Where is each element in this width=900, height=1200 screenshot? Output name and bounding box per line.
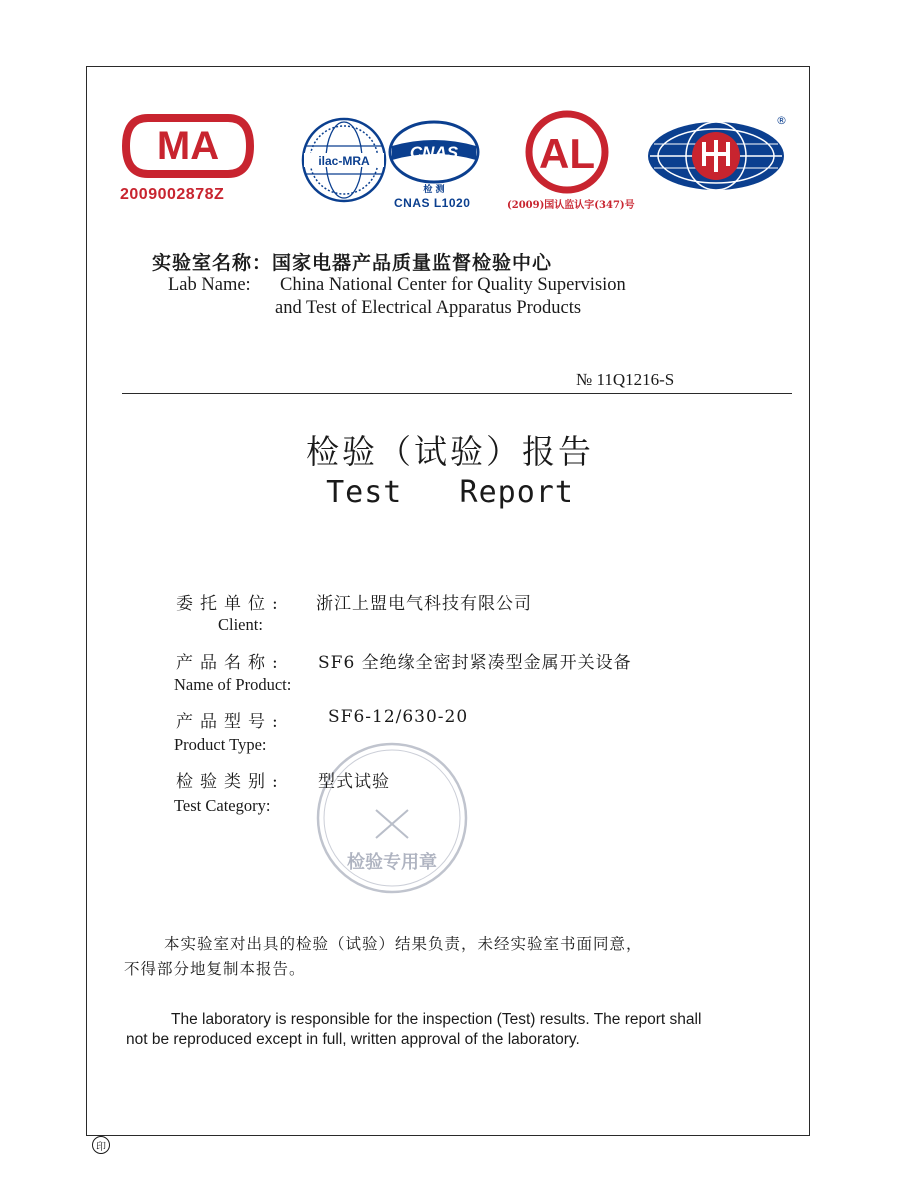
cma-logo bbox=[118, 112, 258, 212]
product-type-label-cn: 产品型号: bbox=[176, 712, 285, 732]
product-type-value: SF6-12/630-20 bbox=[328, 707, 469, 727]
notice-cn-line1: 本实验室对出具的检验（试验）结果负责，未经实验室书面同意， bbox=[164, 935, 643, 953]
print-mark-icon bbox=[92, 1136, 110, 1154]
cal-number: (2009)国认监认字(347)号 bbox=[507, 200, 635, 211]
ilac-cnas-logo bbox=[300, 116, 490, 216]
product-name-label-cn: 产品名称: bbox=[176, 653, 285, 673]
inspection-stamp bbox=[312, 738, 472, 898]
header-rule bbox=[122, 393, 792, 394]
report-number: № 11Q1216-S bbox=[576, 370, 675, 389]
notice-en-line1: The laboratory is responsible for the inspection (Test) results. The report shall bbox=[171, 1011, 702, 1028]
ilac-text: ilac-MRA bbox=[318, 154, 370, 168]
lab-name-en-1: China National Center for Quality Supervision bbox=[280, 275, 626, 295]
ilac-globe-icon bbox=[300, 116, 490, 206]
notice-en-line2: not be reproduced except in full, written approval of the laboratory. bbox=[126, 1031, 580, 1048]
lab-name-cn: 实验室名称：国家电器产品质量监督检验中心 bbox=[152, 252, 553, 274]
registered-mark: ® bbox=[776, 114, 787, 127]
print-mark-text: 印 bbox=[96, 1142, 106, 1153]
client-label-cn: 委托单位: bbox=[176, 594, 285, 614]
product-name-label-en: Name of Product: bbox=[174, 675, 292, 694]
notice-cn-line2: 不得部分地复制本报告。 bbox=[124, 960, 306, 978]
client-value: 浙江上盟电气科技有限公司 bbox=[316, 594, 532, 614]
test-category-value: 型式试验 bbox=[318, 772, 390, 792]
cma-mark-icon bbox=[118, 112, 258, 180]
cal-logo bbox=[505, 110, 635, 214]
product-type-label-en: Product Type: bbox=[174, 735, 267, 754]
lab-name-en-2: and Test of Electrical Apparatus Products bbox=[275, 298, 582, 318]
lab-label-en: Lab Name: bbox=[168, 275, 251, 295]
title-en: Test Report bbox=[326, 475, 574, 510]
title-cn: 检验（试验）报告 bbox=[306, 432, 594, 471]
cal-letters: AL bbox=[539, 130, 595, 177]
client-label-en: Client: bbox=[218, 615, 263, 634]
product-name-value: SF6 全绝缘全密封紧凑型金属开关设备 bbox=[318, 653, 632, 673]
cnas-number: CNAS L1020 bbox=[394, 196, 471, 210]
cnas-sub-cn: 检 测 bbox=[423, 185, 445, 195]
cma-letters: MA bbox=[156, 124, 220, 168]
test-category-label-cn: 检验类别: bbox=[176, 772, 285, 792]
cqc-globe-icon bbox=[646, 114, 794, 194]
cma-number: 2009002878Z bbox=[120, 186, 225, 203]
cnas-letters: CNAS bbox=[409, 143, 459, 162]
cqc-logo bbox=[646, 114, 794, 194]
test-category-label-en: Test Category: bbox=[174, 796, 271, 815]
stamp-seal-icon bbox=[312, 738, 472, 898]
stamp-text: 检验专用章 bbox=[347, 852, 437, 873]
cal-mark-icon bbox=[505, 110, 635, 194]
